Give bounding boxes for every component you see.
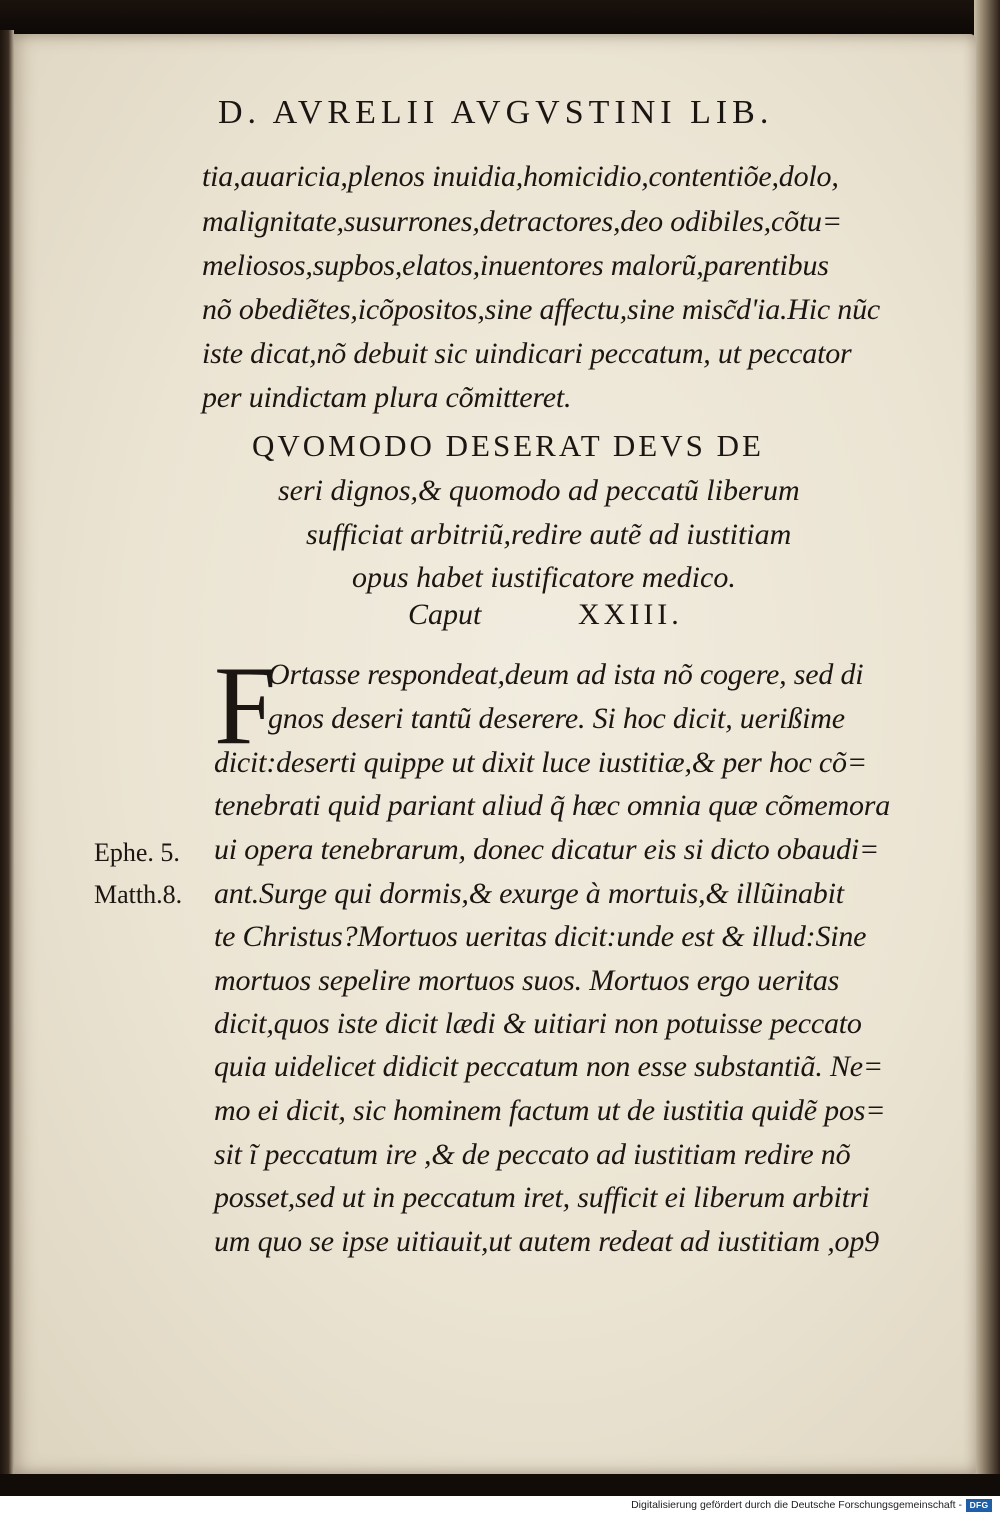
chapter-title-line: sufficiat arbitriũ,redire autẽ ad iustitiam — [306, 518, 792, 551]
text-line: ui opera tenebrarum, donec dicatur eis si dicto obaudi= — [214, 833, 879, 866]
margin-note: Ephe. 5. — [94, 838, 180, 867]
dfg-logo: DFG — [966, 1499, 992, 1512]
text-line: quia uidelicet didicit peccatum non esse substantiã. Ne= — [214, 1050, 883, 1083]
footer-credit: Digitalisierung gefördert durch die Deutsche Forschungsgemeinschaft - — [631, 1499, 962, 1511]
book-top-edge — [0, 0, 1000, 36]
text-line: iste dicat,nõ debuit sic uindicari peccatum, ut peccator — [202, 337, 852, 370]
text-line: dicit,quos iste dicit lædi & uitiari non potuisse peccato — [214, 1007, 862, 1040]
text-line: nõ obediẽtes,icõpositos,sine affectu,sine misc̃d'ia.Hic nũc — [202, 293, 881, 326]
running-head: D. AVRELII AVGVSTINI LIB. — [218, 94, 774, 131]
text-line: gnos deseri tantũ deserere. Si hoc dicit, uerißime — [268, 702, 845, 735]
text-line: posset,sed ut in peccatum iret, sufficit ei liberum arbitri — [214, 1181, 870, 1214]
chapter-title: QVOMODO DESERAT DEVS DE — [252, 428, 764, 463]
book-spine — [0, 30, 14, 1480]
chapter-title-line: seri dignos,& quomodo ad peccatũ liberum — [278, 474, 800, 507]
book-page-edges — [974, 0, 1000, 1495]
text-line: meliosos,supbos,elatos,inuentores malorũ,parentibus — [202, 249, 829, 282]
book-bottom-edge — [0, 1474, 1000, 1496]
text-line: dicit:deserti quippe ut dixit luce iustitiæ,& per hoc cõ= — [214, 746, 867, 779]
text-line: tia,auaricia,plenos inuidia,homicidio,contentiõe,dolo, — [202, 160, 839, 193]
chapter-title-line: opus habet iustificatore medico. — [352, 561, 736, 594]
text-line: um quo se ipse uitiauit,ut autem redeat ad iustitiam ,op9 — [214, 1225, 879, 1258]
text-line: ant.Surge qui dormis,& exurge à mortuis,& illũinabit — [214, 877, 844, 910]
text-line: tenebrati quid pariant aliud q̃ hæc omnia quæ cõmemora — [214, 789, 891, 822]
text-line: Ortasse respondeat,deum ad ista nõ cogere, sed di — [268, 658, 864, 691]
text-line: sit ĩ peccatum ire ,& de peccato ad iustitiam redire nõ — [214, 1138, 851, 1171]
caput-label: Caput — [408, 598, 482, 631]
text-line: per uindictam plura cõmitteret. — [202, 381, 572, 414]
margin-note: Matth.8. — [94, 880, 183, 909]
text-line: te Christus?Mortuos ueritas dicit:unde est & illud:Sine — [214, 920, 867, 953]
text-line: mo ei dicit, sic hominem factum ut de iustitia quidẽ pos= — [214, 1094, 886, 1127]
drop-cap: F — [214, 644, 277, 768]
text-line: mortuos sepelire mortuos suos. Mortuos ergo ueritas — [214, 964, 840, 997]
caput-number: XXIII. — [578, 598, 683, 631]
text-line: malignitate,susurrones,detractores,deo odibiles,cõtu= — [202, 205, 842, 238]
